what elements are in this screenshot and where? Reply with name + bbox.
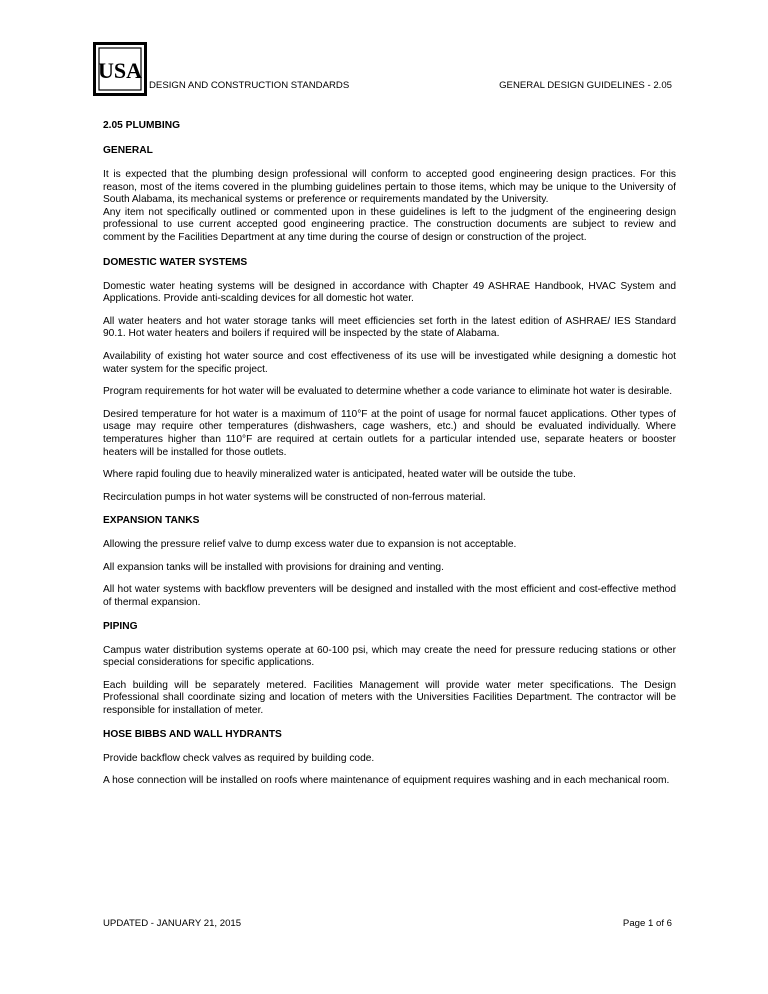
- general-paragraph-2: Any item not specifically outlined or commented upon in these guidelines is left to the judgment of the engineering design professional to use current accepted good engineering practice. The construction documents are subject to review and comment by the Facilities Department at any time during the course of design or construction of the project.: [103, 206, 676, 243]
- domestic-paragraph: Program requirements for hot water will be evaluated to determine whether a code variance to eliminate hot water is desirable.: [103, 386, 673, 398]
- domestic-paragraph: Desired temperature for hot water is a maximum of 110°F at the point of usage for normal faucet applications. Other types of usage may require other temperatures (dishwashers, cage washers, etc.) and should be evaluated individually. Where temperatures higher than 110°F are required at certain outlets for a particular intended use, separate heaters or booster heaters will be installed for those outlets.: [103, 408, 676, 458]
- expansion-paragraph: All expansion tanks will be installed with provisions for draining and venting.: [103, 561, 444, 573]
- piping-paragraph: Campus water distribution systems operate at 60-100 psi, which may create the need for pressure reducing stations or other special considerations for specific applications.: [103, 644, 676, 669]
- document-body: [103, 120, 676, 788]
- header-right: GENERAL DESIGN GUIDELINES - 2.05: [499, 80, 672, 91]
- heading-expansion-tanks: EXPANSION TANKS: [103, 515, 200, 527]
- header-left: DESIGN AND CONSTRUCTION STANDARDS: [149, 80, 350, 91]
- heading-piping: PIPING: [103, 620, 138, 632]
- university-logo: [93, 42, 147, 96]
- hose-paragraph: Provide backflow check valves as required by building code.: [103, 752, 375, 764]
- logo-lettering: USA: [97, 58, 143, 83]
- heading-general: GENERAL: [103, 145, 153, 156]
- footer-page-number: Page 1 of 6: [622, 918, 672, 929]
- general-paragraph-1: It is expected that the plumbing design professional will conform to accepted good engineering design practices. For this reason, most of the items covered in the plumbing guidelines pertain to those items, which may be unique to the University of South Alabama, its mechanical systems or preference or requirements mandated by the University.: [103, 169, 676, 206]
- domestic-paragraph: All water heaters and hot water storage tanks will meet efficiencies set forth in the latest edition of ASHRAE/ IES Standard 90.1. Hot water heaters and boilers if required will be inspected by the state of Alabama.: [103, 315, 676, 340]
- heading-hose-bibbs: HOSE BIBBS AND WALL HYDRANTS: [103, 728, 282, 740]
- domestic-paragraph: Where rapid fouling due to heavily mineralized water is anticipated, heated water will be outside the tube.: [103, 469, 576, 481]
- hose-paragraph: A hose connection will be installed on roofs where maintenance of equipment requires washing and in each mechanical room.: [103, 775, 670, 787]
- expansion-paragraph: All hot water systems with backflow preventers will be designed and installed with the most efficient and cost-effective method of thermal expansion.: [103, 584, 676, 609]
- domestic-paragraph: Availability of existing hot water source and cost effectiveness of its use will be investigated while designing a domestic hot water system for the specific project.: [103, 350, 676, 375]
- footer-updated-date: UPDATED - JANUARY 21, 2015: [103, 918, 242, 929]
- expansion-paragraph: Allowing the pressure relief valve to dump excess water due to expansion is not acceptable.: [103, 539, 517, 551]
- heading-domestic-water: DOMESTIC WATER SYSTEMS: [103, 256, 248, 268]
- domestic-paragraph: Recirculation pumps in hot water systems will be constructed of non-ferrous material.: [103, 491, 486, 503]
- document-title: 2.05 PLUMBING: [103, 120, 180, 131]
- domestic-paragraph: Domestic water heating systems will be designed in accordance with Chapter 49 ASHRAE Handbook, HVAC System and Applications. Provide anti-scalding devices for all domestic hot water.: [103, 280, 676, 305]
- piping-paragraph: Each building will be separately metered. Facilities Management will provide water meter specifications. The Design Professional shall coordinate sizing and location of meters with the Universities Facilities Department. The contractor will be responsible for installation of meter.: [103, 679, 676, 717]
